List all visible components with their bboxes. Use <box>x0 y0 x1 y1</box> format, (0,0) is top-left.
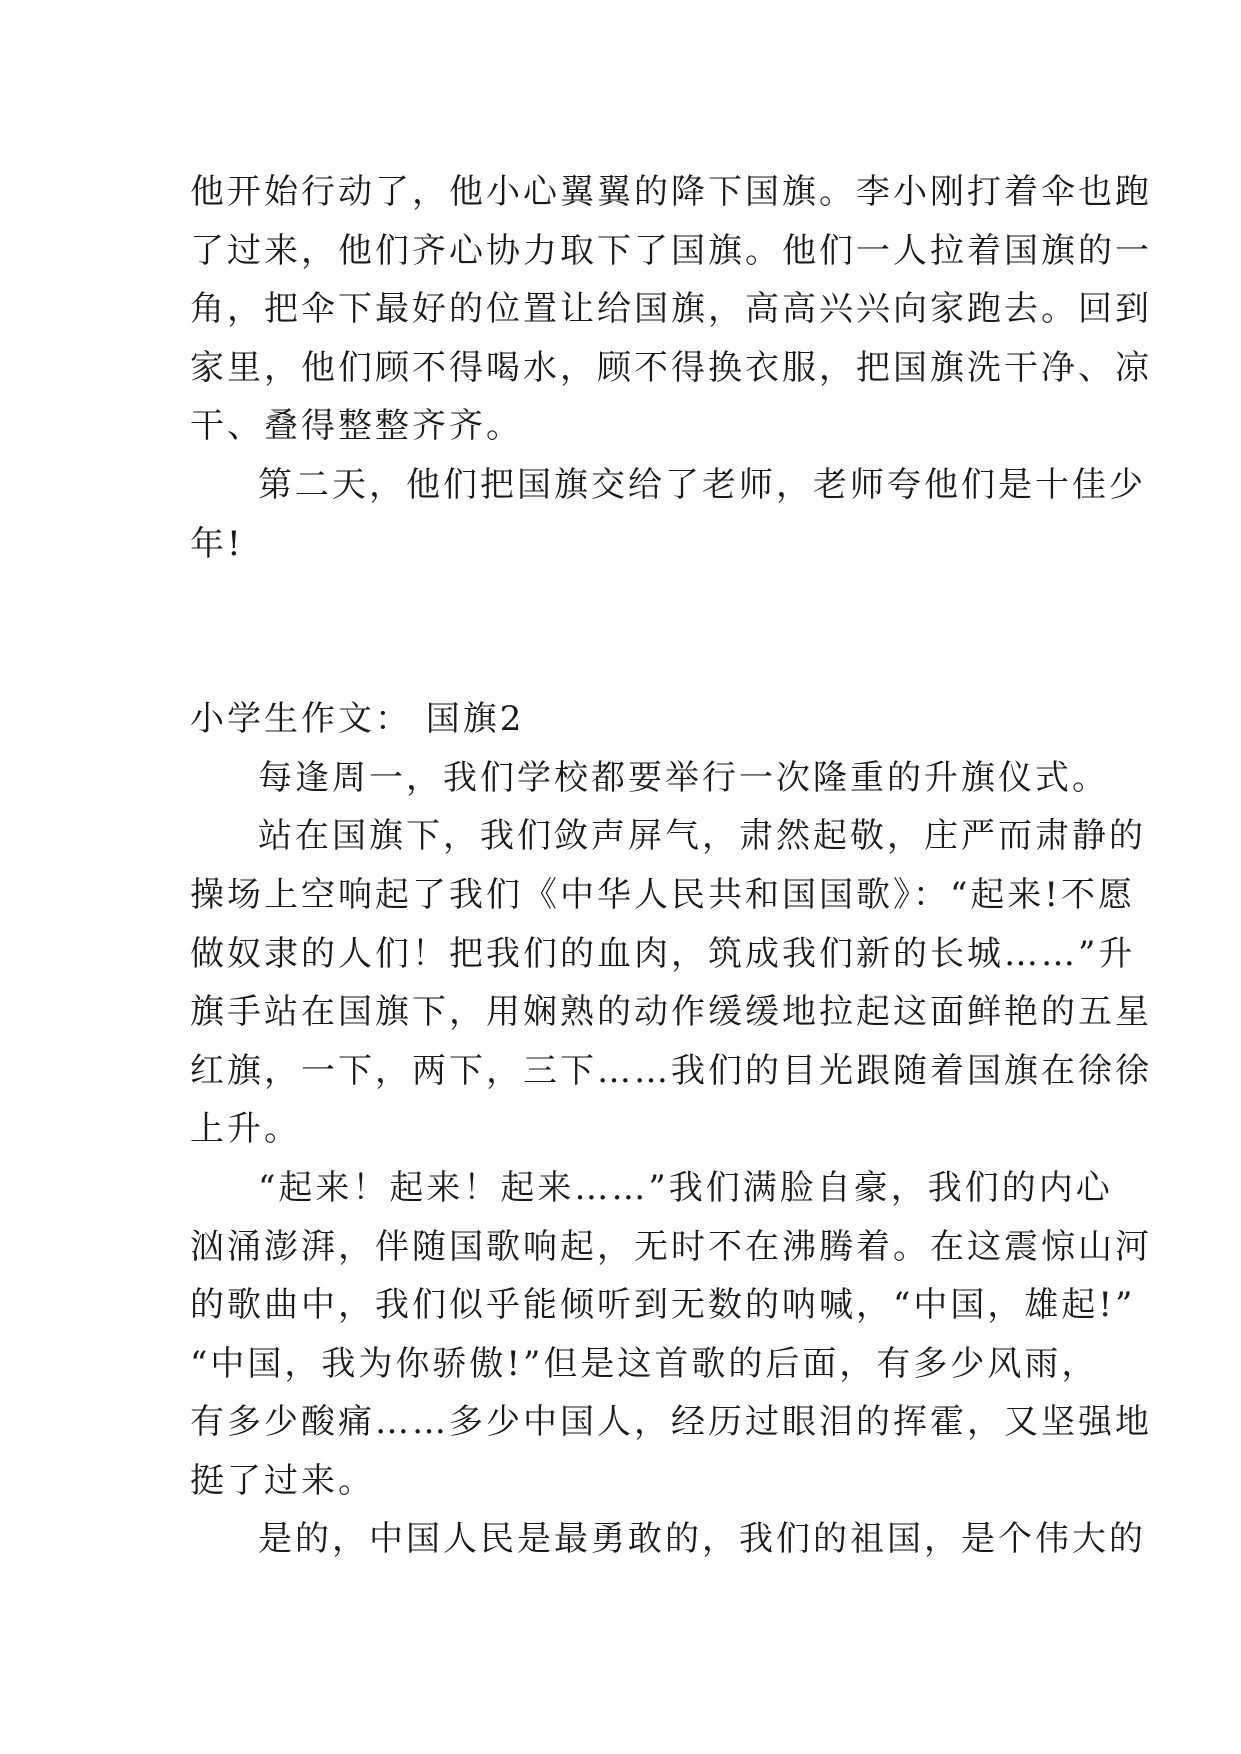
essay-title: 小学生作文： 国旗2 <box>190 699 525 740</box>
text-line: 做奴隶的人们！把我们的血肉，筑成我们新的长城……”升 <box>190 933 1136 974</box>
essay-text <box>190 163 1152 1569</box>
text-line: 干、叠得整整齐齐。 <box>190 406 523 447</box>
text-line: “起来！起来！起来……”我们满脸自豪，我们的内心 <box>258 1167 1113 1208</box>
text-line: 上升。 <box>190 1109 301 1150</box>
text-line: 红旗，一下，两下，三下……我们的目光跟随着国旗在徐徐 <box>190 1050 1152 1091</box>
paragraph-flag-washing <box>190 163 1152 456</box>
text-line: 挺了过来。 <box>190 1460 375 1501</box>
paragraph-anthem <box>190 1159 1152 1511</box>
text-line: 了过来，他们齐心协力取下了国旗。他们一人拉着国旗的一 <box>190 230 1152 271</box>
paragraph-brave-people <box>190 1510 1146 1569</box>
text-line: 角，把伞下最好的位置让给国旗，高高兴兴向家跑去。回到 <box>190 289 1152 330</box>
text-line: 年! <box>190 523 244 564</box>
text-line: 有多少酸痛……多少中国人，经历过眼泪的挥霍，又坚强地 <box>190 1402 1152 1443</box>
text-line: “中国，我为你骄傲!”但是这首歌的后面，有多少风雨， <box>190 1343 1099 1384</box>
text-line: 汹涌澎湃，伴随国歌响起，无时不在沸腾着。在这震惊山河 <box>190 1226 1152 1267</box>
text-line: 每逢周一，我们学校都要举行一次隆重的升旗仪式。 <box>258 757 1109 798</box>
paragraph-monday <box>190 749 1109 808</box>
text-line: 的歌曲中，我们似乎能倾听到无数的呐喊，“中国，雄起!” <box>190 1285 1136 1326</box>
section-gap <box>190 573 1056 690</box>
text-line: 站在国旗下，我们敛声屏气，肃然起敬，庄严而肃静的 <box>258 816 1146 857</box>
text-line: 旗手站在国旗下，用娴熟的动作缓缓地拉起这面鲜艳的五星 <box>190 992 1152 1033</box>
paragraph-flag-raising <box>190 807 1152 1159</box>
text-line: 他开始行动了，他小心翼翼的降下国旗。李小刚打着伞也跑 <box>190 172 1152 212</box>
text-line: 第二天，他们把国旗交给了老师，老师夸他们是十佳少 <box>258 464 1146 505</box>
text-line: 家里，他们顾不得喝水，顾不得换衣服，把国旗洗干净、凉 <box>190 347 1152 388</box>
text-line: 是的，中国人民是最勇敢的，我们的祖国，是个伟大的 <box>258 1519 1146 1560</box>
paragraph-second-day <box>190 456 1146 573</box>
text-line: 操场上空响起了我们《中华人民共和国国歌》：“起来!不愿 <box>190 874 1136 915</box>
